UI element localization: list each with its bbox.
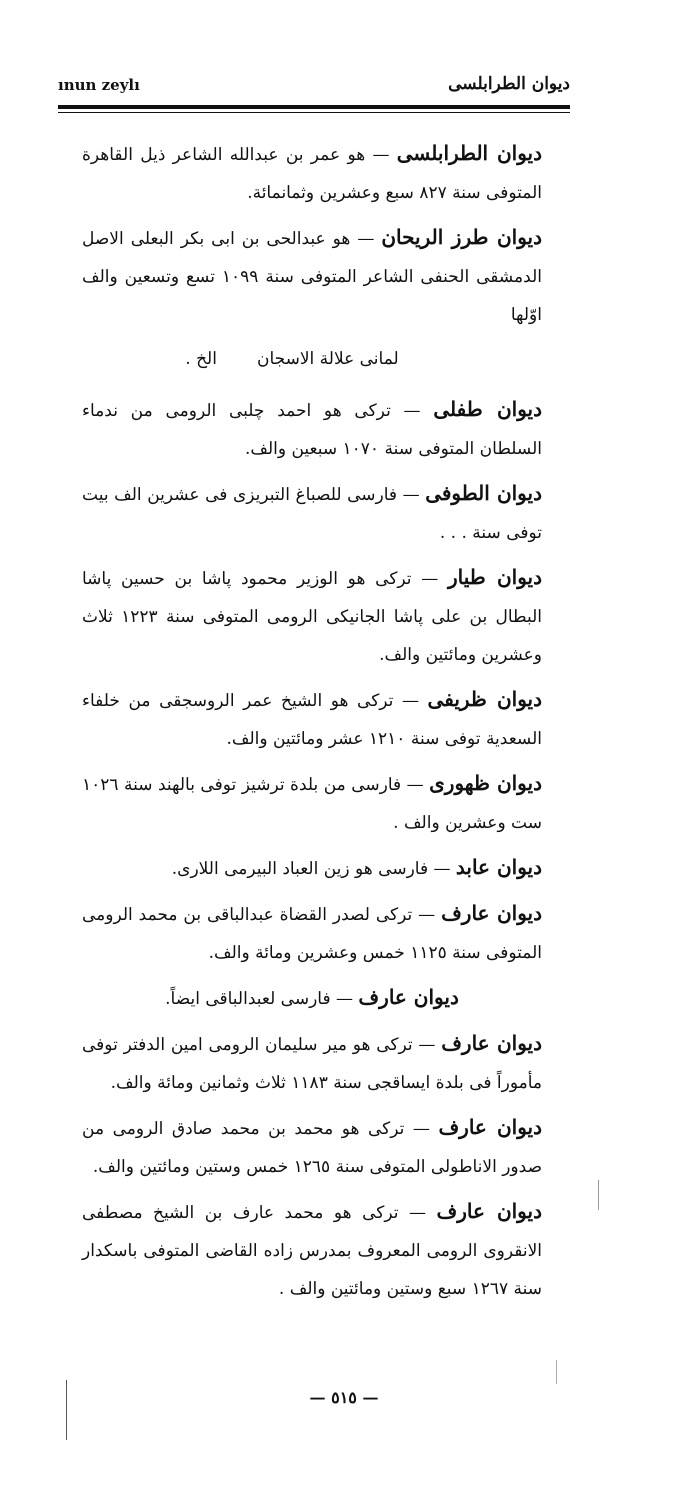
entry bbox=[82, 218, 542, 334]
entry bbox=[82, 680, 542, 758]
entry bbox=[82, 390, 542, 468]
entry-head: ديوان عارف bbox=[358, 985, 459, 1009]
page-number: — ٥١٥ — bbox=[309, 1388, 379, 1407]
entry-text: — فارسى لعبدالباقى ايضاً. bbox=[165, 989, 359, 1009]
entry bbox=[82, 1108, 542, 1186]
entry-head: ديوان عارف bbox=[438, 1115, 542, 1139]
margin-mark bbox=[556, 1360, 557, 1384]
entry-text: — تركى هو مير سليمان الرومى امين الدفتر توفى مأموراً فى بلدة ايساقجى سنة ١١٨٣ ثلاث وثمانين ومائة والف. bbox=[82, 1035, 542, 1093]
entry-text: — تركى لصدر القضاة عبدالباقى بن محمد الرومى المتوفى سنة ١١٢٥ خمس وعشرين ومائة والف. bbox=[82, 905, 542, 963]
entry-head: ديوان طرز الريحان bbox=[381, 225, 542, 249]
entry-text: — فارسى من بلدة ترشيز توفى بالهند سنة ١٠٢٦ ست وعشرين والف . bbox=[82, 775, 542, 833]
entry-text: — تركى هو محمد بن محمد صادق الرومى من صدور الاناطولى المتوفى سنة ١٢٦٥ خمس وستين ومائتين والف. bbox=[82, 1119, 542, 1177]
entry-text: — هو عبدالحى بن ابى بكر البعلى الاصل الدمشقى الحنفى الشاعر المتوفى سنة ١٠٩٩ تسع وتسعين والف اوّلها bbox=[82, 229, 542, 325]
running-header-left: ınun zeylı bbox=[58, 76, 140, 94]
entry-text: — فارسى للصباغ التبريزى فى عشرين الف بيت توفى سنة . . . bbox=[82, 485, 542, 543]
entry-text: — تركى هو احمد چلبى الرومى من ندماء السلطان المتوفى سنة ١٠٧٠ سبعين والف. bbox=[82, 401, 542, 459]
entry-text: — فارسى هو زين العباد البيرمى اللارى. bbox=[171, 859, 456, 879]
entry bbox=[82, 978, 542, 1018]
entry-head: ديوان طيار bbox=[447, 565, 543, 589]
entry bbox=[82, 764, 542, 842]
entry-text: — تركى هو الوزير محمود پاشا بن حسين پاشا البطال بن على پاشا الجانيكى الرومى المتوفى سنة ١٢٢٣ ثلاث وعشرين ومائتين والف. bbox=[82, 569, 542, 665]
entry-text: — تركى هو محمد عارف بن الشيخ مصطفى الانقروى الرومى المعروف بمدرس زاده القاضى المتوفى باسكدار سنة ١٢٦٧ سبع وستين ومائتين والف . bbox=[82, 1203, 542, 1299]
verse-line bbox=[82, 340, 542, 378]
entry-head: ديوان طفلى bbox=[433, 397, 542, 421]
verse-second-hemistich: الخ . bbox=[185, 349, 217, 369]
entry bbox=[82, 848, 542, 888]
entry-head: ديوان ظهورى bbox=[429, 771, 542, 795]
margin-mark bbox=[598, 1180, 599, 1210]
margin-mark bbox=[66, 1380, 67, 1440]
body-text bbox=[82, 134, 542, 1314]
entry bbox=[82, 1024, 542, 1102]
entry bbox=[82, 558, 542, 674]
entry-head: ديوان عارف bbox=[441, 1031, 542, 1055]
entry-text: — تركى هو الشيخ عمر الروسجقى من خلفاء السعدية توفى سنة ١٢١٠ عشر ومائتين والف. bbox=[82, 691, 542, 749]
entry-text: — هو عمر بن عبدالله الشاعر ذيل القاهرة المتوفى سنة ٨٢٧ سبع وعشرين وثمانمائة. bbox=[82, 145, 542, 203]
entry-head: ديوان الطرابلسى bbox=[396, 141, 543, 165]
entry bbox=[82, 474, 542, 552]
entry bbox=[82, 1192, 542, 1308]
entry-head: ديوان عارف bbox=[436, 1199, 542, 1223]
entry-head: ديوان عارف bbox=[441, 901, 543, 925]
header-rule-thin bbox=[58, 112, 570, 113]
running-header bbox=[58, 74, 570, 104]
entry-head: ديوان الطوفى bbox=[425, 481, 542, 505]
header-rule-thick bbox=[58, 105, 570, 109]
verse-first-hemistich: لمانى علالة الاسجان bbox=[256, 349, 399, 369]
entry-head: ديوان ظريفى bbox=[427, 687, 543, 711]
running-header-right: ديوان الطرابلسى bbox=[448, 74, 570, 94]
entry bbox=[82, 134, 542, 212]
entry bbox=[82, 894, 542, 972]
entry-head: ديوان عابد bbox=[455, 855, 542, 879]
